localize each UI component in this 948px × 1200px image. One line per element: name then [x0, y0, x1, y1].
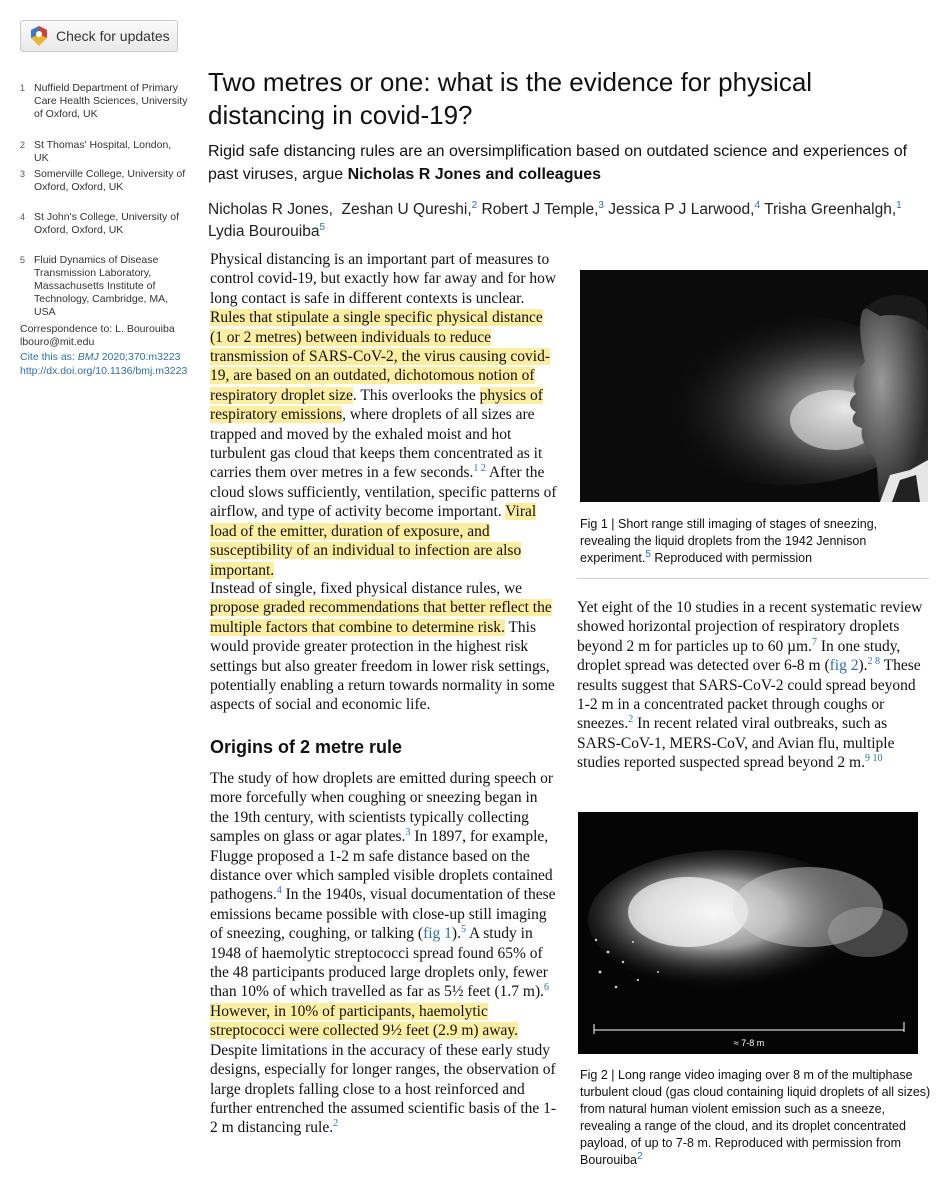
citation-ref[interactable]: 2 [628, 714, 634, 726]
author-affiliation-ref[interactable]: 2 [471, 199, 478, 211]
citation-ref[interactable]: 2 8 [867, 656, 881, 668]
cite-journal: BMJ [77, 351, 99, 363]
affiliation-4 [20, 211, 188, 237]
affiliation-number: 2 [20, 140, 26, 150]
figure-2-link[interactable]: fig 2 [829, 657, 859, 675]
citation-ref[interactable]: 1 2 [473, 463, 486, 475]
cite-as [20, 351, 181, 363]
citation-ref[interactable]: 5 [460, 924, 466, 936]
text-run: A study in 1948 of haemolytic streptococci spread found 65% of the 48 participants produced large droplets only, fewer than 10% of which travelled as far as 5½ feet (1.7 m). [210, 925, 548, 1001]
correspondence-email[interactable]: lbouro@mit.edu [20, 336, 95, 348]
caption-text: Fig 1 | Short range still imaging of stages of sneezing, revealing the liquid droplets from the 1942 Jennison experiment. [580, 517, 878, 565]
section-heading: Origins of 2 metre rule [210, 737, 403, 757]
text-run: This would provide greater protection in the highest risk settings but also greater freedom in lower risk settings, potentially enabling a return towards normality in some aspects of social and economic life. [210, 618, 555, 714]
text-run: Despite limitations in the accuracy of these early study designs, especially for longer ranges, the observation of large droplets falling close to a host reinforced and further entrenched the assumed scientific basis of the 1-2 m distancing rule. [210, 1041, 557, 1137]
affiliation-number: 4 [20, 212, 26, 222]
article-title: Two metres or one: what is the evidence for physical distancing in covid-19? [208, 67, 813, 130]
author-name: Nicholas R Jones, [208, 201, 333, 218]
affiliation-number: 1 [20, 83, 26, 93]
citation-ref[interactable]: 2 [333, 1118, 339, 1130]
distance-label: ≈ 7-8 m [733, 1038, 765, 1048]
affiliation-text: St Thomas' Hospital, London, UK [34, 139, 172, 164]
affiliation-text: Nuffield Department of Primary Care Health Sciences, University of Oxford, UK [34, 82, 188, 120]
standfirst [208, 140, 933, 186]
highlighted-text: propose graded recommendations that better reflect the multiple factors that combine to determine risk. [210, 599, 552, 636]
text-run: The study of how droplets are emitted during speech or more forcefully when coughing or sneezing began in the 19th century, with scientists typically collecting samples on glass or agar plates. [210, 770, 554, 846]
affiliation-number: 3 [20, 169, 26, 179]
author-name: Zeshan U Qureshi, [341, 201, 472, 218]
figure-2-image [578, 812, 918, 1054]
cite-prefix: Cite this as: [20, 351, 78, 363]
author-affiliation-ref[interactable]: 3 [598, 199, 604, 211]
correspondence-label: Correspondence to: L. Bourouiba [20, 323, 175, 335]
highlighted-text: physics of respiratory emissions [210, 386, 543, 424]
correspondence [20, 323, 190, 349]
text-run: These results suggest that SARS-CoV-2 could spread beyond 1-2 m in a concentrated packet through coughs or sneezes. [577, 657, 921, 733]
affiliation-number: 5 [20, 255, 26, 265]
paragraph-intro [210, 250, 558, 580]
author-list [208, 199, 933, 243]
author-name: Robert J Temple, [481, 201, 599, 218]
gas-cloud-photo-illustration [578, 812, 918, 1054]
text-run: Yet eight of the 10 studies in a recent systematic review showed horizontal projection of respiratory droplets beyond 2 m for particles up to 60 µm. [577, 599, 923, 655]
author-affiliation-ref[interactable]: 4 [754, 199, 761, 211]
affiliation-1 [20, 82, 188, 121]
affiliation-text: St John's College, University of Oxford, Oxford, UK [34, 211, 179, 236]
figure-1-link[interactable]: fig 1 [423, 925, 452, 943]
author-affiliation-ref[interactable]: 5 [319, 221, 326, 233]
citation-ref[interactable]: 2 [637, 1150, 643, 1162]
citation-ref[interactable]: 9 10 [864, 753, 883, 765]
highlighted-text: Viral load of the emitter, duration of exposure, and susceptibility of an individual to infection are also important. [210, 503, 537, 579]
affiliation-text: Fluid Dynamics of Disease Transmission Laboratory, Massachusetts Institute of Technology, Cambridge, MA, USA [34, 254, 169, 318]
check-for-updates-label: Check for updates [56, 28, 170, 44]
paragraph-origins [210, 769, 558, 1138]
caption-text: Reproduced with permission [650, 551, 813, 565]
text-run: In the 1940s, visual documentation of these emissions became possible with close-up still imaging of sneezing, coughing, or talking ( [210, 886, 556, 943]
text-run: , where droplets of all sizes are trapped and moved by the exhaled moist and hot turbulent gas cloud that keeps them concentrated as it carries them over metres in a few seconds. [210, 406, 543, 482]
citation-ref[interactable]: 4 [276, 885, 282, 897]
affiliation-3 [20, 168, 188, 194]
affiliation-2 [20, 139, 188, 165]
standfirst-authors: Nicholas R Jones and colleagues [347, 166, 602, 183]
text-run: In 1897, for example, Flugge proposed a 1-2 m safe distance based on the distance over which sampled visible droplets contained pathogens. [210, 828, 553, 904]
author-name: Jessica P J Larwood, [608, 201, 755, 218]
text-run: ). [858, 657, 868, 675]
citation-ref[interactable]: 5 [645, 548, 651, 560]
highlighted-text: However, in 10% of participants, haemolytic streptococci were collected 9½ feet (2.9 m) away. [210, 1002, 518, 1040]
text-run: In recent related viral outbreaks, such as SARS-CoV-1, MERS-CoV, and Avian flu, multiple studies reported suspected spread beyond 2 m. [577, 715, 895, 772]
text-run: In one study, droplet spread was detected over 6-8 m ( [577, 637, 901, 675]
check-for-updates-button[interactable] [20, 20, 178, 52]
cite-rest: 2020;370:m3223 [98, 351, 181, 363]
caption-text: Fig 2 | Long range video imaging over 8 m of the multiphase turbulent cloud (gas cloud containing liquid droplets of all sizes) from natural human violent emission such as a sneeze, revealing a range of the cloud, and its droplet concentrated payload, of up to 7-8 m. Reproduced with permission from Bourouiba [580, 1068, 931, 1167]
highlighted-text: Rules that stipulate a single specific physical distance (1 or 2 metres) between individuals to reduce transmission of SARS-CoV-2, the virus causing covid-19, are based on an outdated, dichotomous notion of respiratory droplet size [210, 309, 550, 404]
text-run: After the cloud slows sufficiently, ventilation, specific patterns of airflow, and type of activity become important. [210, 464, 557, 521]
citation-ref[interactable]: 7 [811, 636, 817, 648]
paragraph-proposal [210, 579, 558, 715]
divider [577, 578, 929, 579]
figure-1-image [580, 270, 928, 502]
author-name: Trisha Greenhalgh, [764, 201, 897, 218]
text-run: ). [451, 925, 461, 943]
affiliation-text: Somerville College, University of Oxford, Oxford, UK [34, 168, 186, 193]
citation-ref[interactable]: 6 [544, 982, 549, 994]
doi-link[interactable]: http://dx.doi.org/10.1136/bmj.m3223 [20, 365, 188, 377]
paragraph-evidence [577, 598, 929, 773]
crossmark-icon [29, 25, 49, 47]
figure-2-caption [580, 1067, 932, 1169]
author-name: Lydia Bourouiba [208, 223, 320, 240]
standfirst-text: Rigid safe distancing rules are an oversimplification based on outdated science and experiences of past viruses, argue [208, 143, 908, 183]
author-affiliation-ref[interactable]: 1 [896, 199, 902, 211]
affiliation-5 [20, 254, 188, 319]
text-run: Physical distancing is an important part of measures to control covid-19, but exactly how far away and for how long contact is safe in different contexts is unclear. [210, 251, 557, 307]
text-run: . This overlooks the [352, 386, 480, 404]
citation-ref[interactable]: 3 [405, 827, 411, 839]
sneeze-photo-illustration [580, 270, 928, 502]
text-run: Instead of single, fixed physical distance rules, we [210, 580, 523, 597]
figure-1-caption [580, 516, 930, 567]
